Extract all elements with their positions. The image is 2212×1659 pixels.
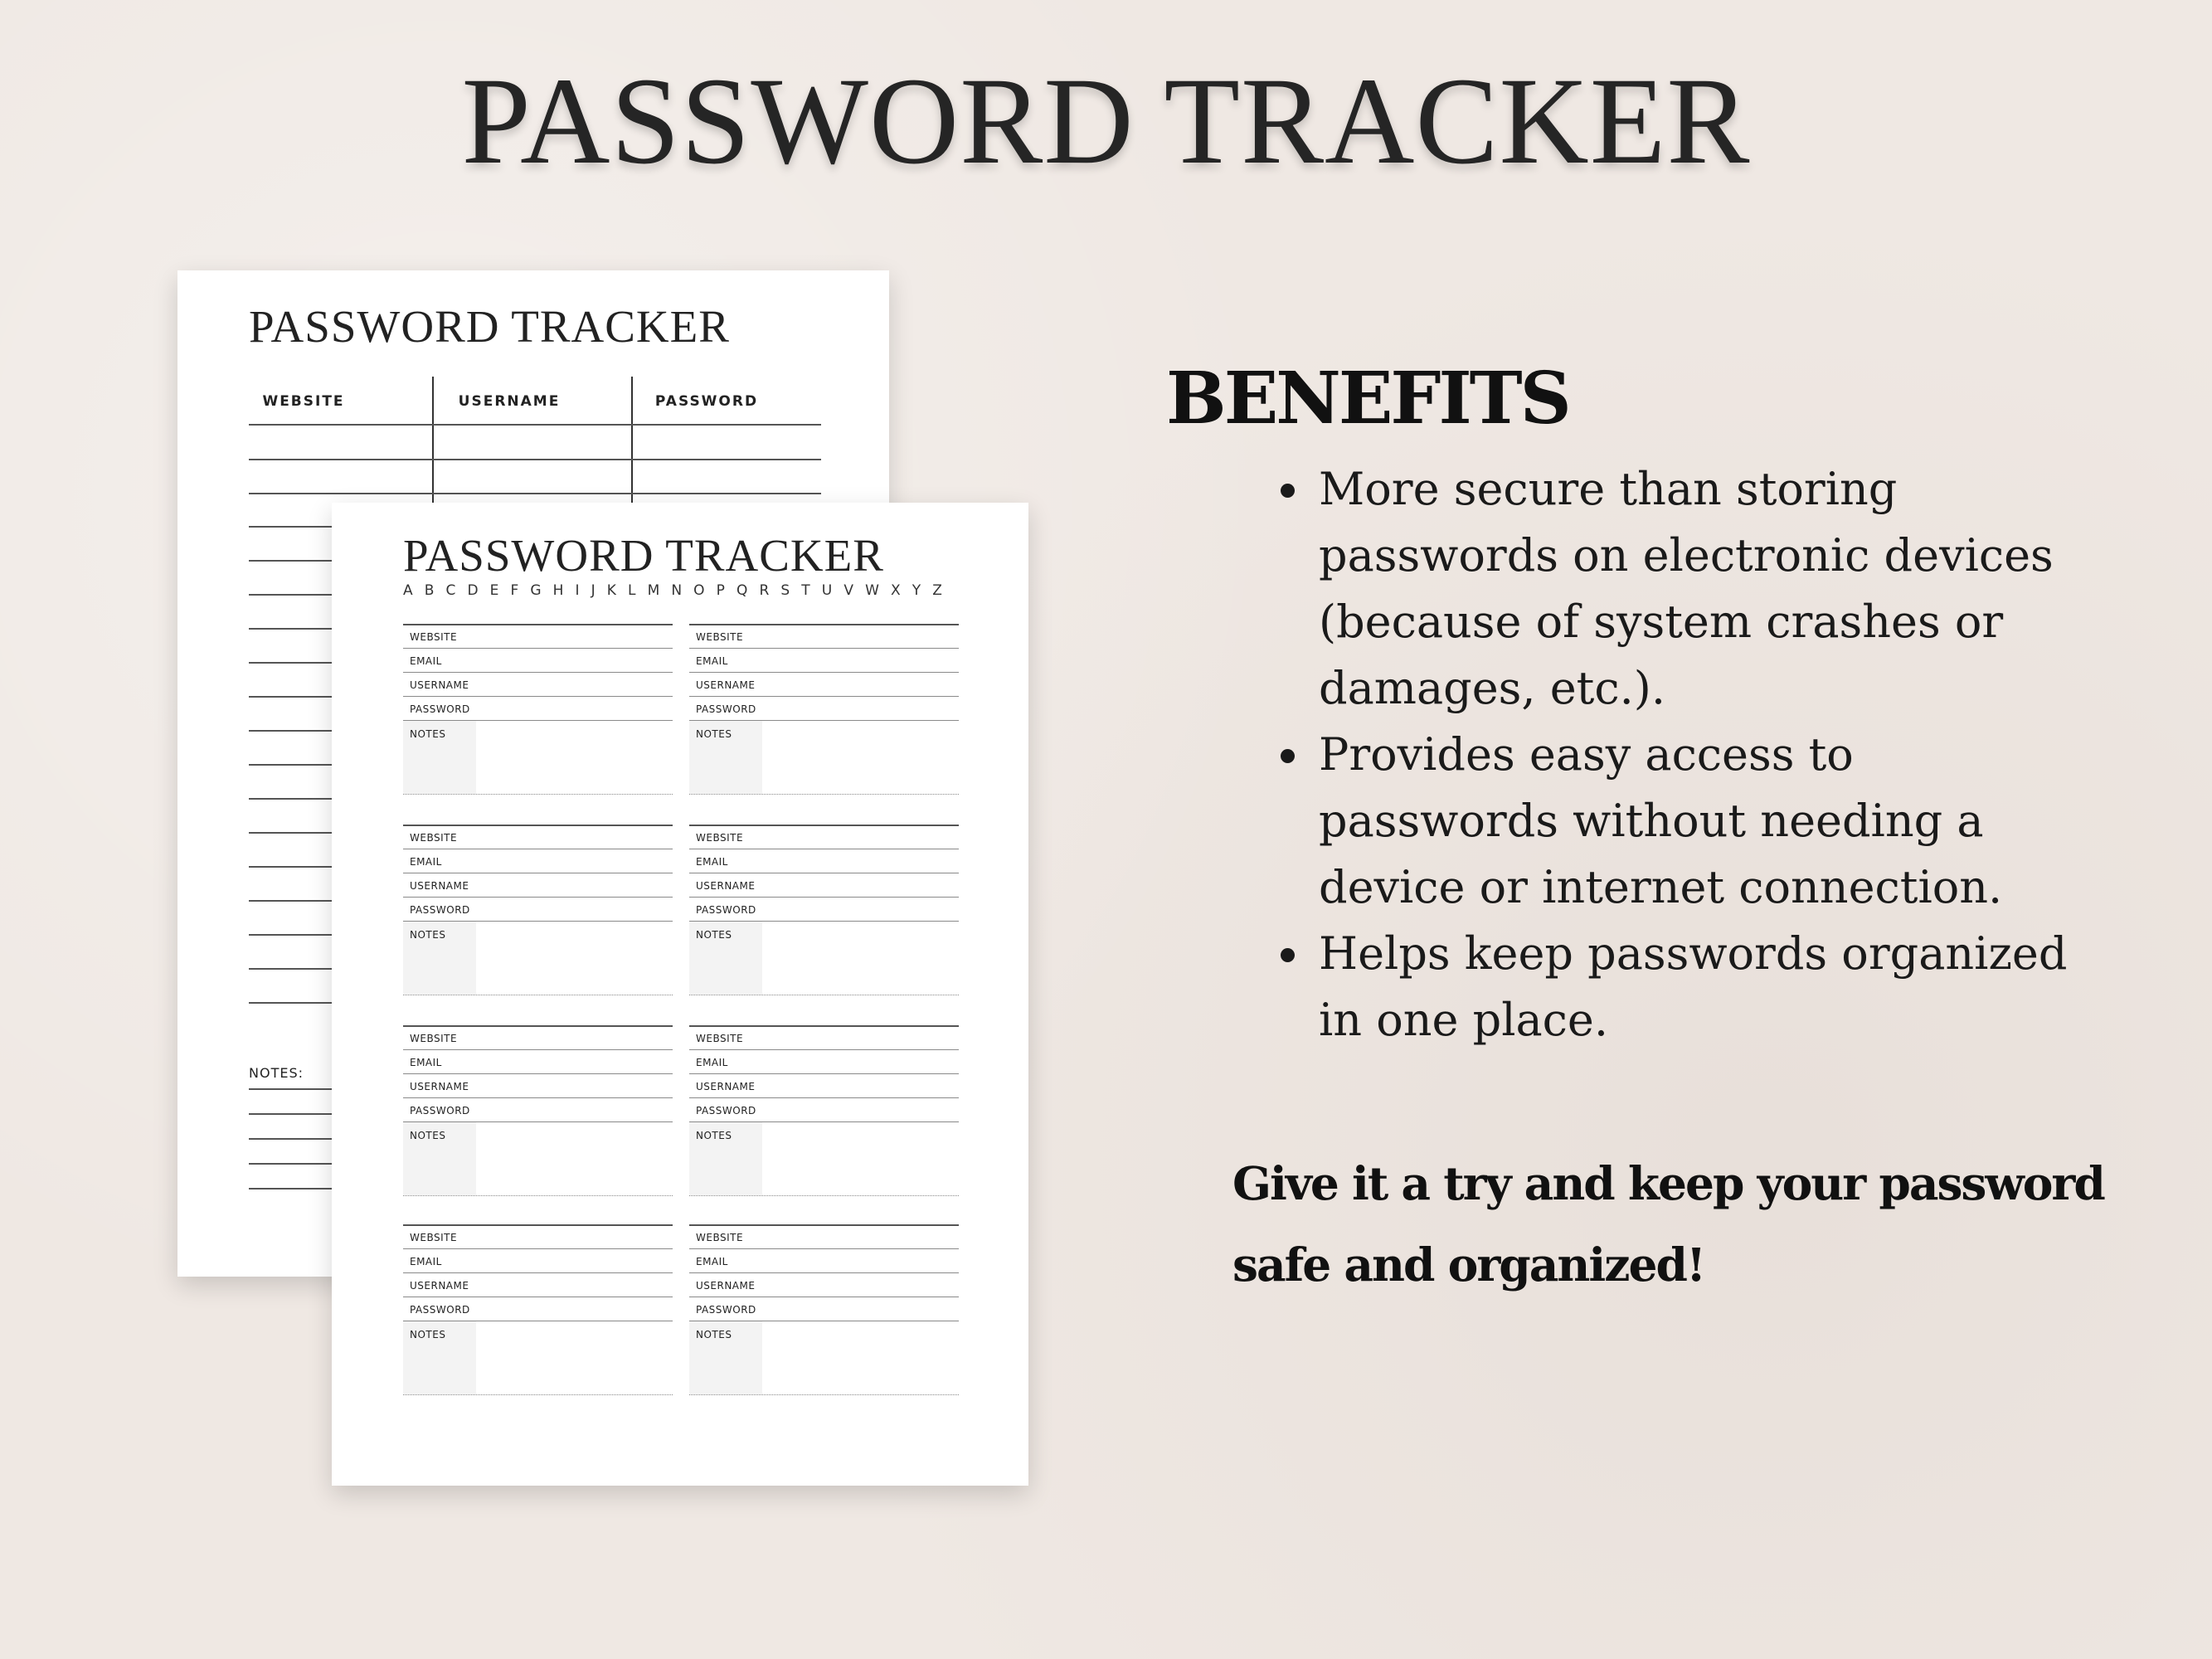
password-entry-block [689,825,959,1000]
entry-field-website [403,1025,673,1050]
entry-field-label: USERNAME [410,679,469,691]
entry-field-label: WEBSITE [410,1033,458,1044]
entry-field-email [403,1049,673,1074]
entry-notes-area [689,721,959,795]
entry-field-password [689,897,959,922]
alphabet-letter: Q [737,582,748,599]
entry-field-password [689,696,959,721]
table-rule-line [249,493,821,494]
entry-field-label: WEBSITE [410,631,458,643]
benefit-item: • Helps keep passwords organized in one place. [1314,921,2093,1053]
alphabet-letter: T [801,582,810,599]
alphabet-letter: M [647,582,660,599]
front-tracker-sheet [332,503,1028,1486]
entry-field-email [689,1248,959,1273]
column-header-website: WEBSITE [262,393,345,410]
entry-field-label: USERNAME [696,1081,756,1092]
entry-field-label: USERNAME [696,1280,756,1292]
table-divider [432,377,434,509]
entry-field-email [403,849,673,873]
entry-notes-label: NOTES [410,929,446,941]
password-entry-block [689,1025,959,1201]
entry-field-label: PASSWORD [410,703,470,715]
benefit-item: • Provides easy access to passwords without needing a device or internet connection. [1314,722,2093,921]
entry-notes-area [689,922,959,995]
alphabet-letter: G [530,582,542,599]
back-sheet-title: PASSWORD TRACKER [249,301,730,352]
entry-notes-area [403,922,673,995]
entry-field-password [403,1297,673,1321]
entry-field-label: EMAIL [410,1057,442,1068]
entry-field-password [403,696,673,721]
entry-notes-label: NOTES [696,929,732,941]
alphabet-letter: E [489,582,499,599]
entry-field-username [403,1073,673,1098]
alphabet-letter: O [693,582,705,599]
alphabet-letter: K [606,582,616,599]
entry-notes-area [403,1321,673,1395]
entry-field-label: EMAIL [696,1256,728,1267]
entry-field-username [689,873,959,898]
table-divider [631,377,633,509]
entry-field-username [403,1272,673,1297]
front-sheet-title: PASSWORD TRACKER [403,530,884,581]
entry-field-label: PASSWORD [696,1304,756,1316]
alphabet-letter: W [865,582,879,599]
entry-field-label: EMAIL [410,655,442,667]
alphabet-letter: X [890,582,901,599]
entry-notes-label: NOTES [696,1130,732,1141]
alphabet-letter: C [445,582,456,599]
entry-notes-label: NOTES [410,728,446,740]
alphabet-letter: H [552,582,564,599]
entry-field-password [689,1297,959,1321]
password-entry-block [403,624,673,800]
entry-field-password [689,1097,959,1122]
entry-field-website [689,825,959,849]
entry-field-website [689,1025,959,1050]
entry-field-label: EMAIL [696,655,728,667]
entry-field-email [403,648,673,673]
table-rule-line [249,424,821,426]
entry-notes-label: NOTES [410,1329,446,1340]
entry-field-label: WEBSITE [696,631,744,643]
entry-field-website [403,825,673,849]
entry-field-email [689,849,959,873]
entry-field-label: USERNAME [410,880,469,892]
entry-field-label: USERNAME [696,880,756,892]
alphabet-letter: Y [912,582,921,599]
entry-field-password [403,897,673,922]
entry-field-email [403,1248,673,1273]
column-header-password: PASSWORD [654,393,759,410]
entry-field-label: WEBSITE [696,1033,744,1044]
alphabet-letter: A [403,582,413,599]
entry-field-label: WEBSITE [696,1232,744,1243]
password-entry-block [403,825,673,1000]
alphabet-index [403,582,942,599]
entry-field-label: USERNAME [410,1280,469,1292]
entry-field-password [403,1097,673,1122]
column-header-username: USERNAME [458,393,561,410]
alphabet-letter: J [591,582,596,599]
alphabet-letter: P [716,582,725,599]
entry-field-email [689,648,959,673]
entry-field-username [403,672,673,697]
entry-field-username [689,1073,959,1098]
entry-field-username [689,672,959,697]
password-entry-block [689,624,959,800]
alphabet-letter: U [821,582,833,599]
benefits-heading: BENEFITS [1166,357,1569,440]
entry-field-label: PASSWORD [410,904,470,916]
entry-notes-area [403,721,673,795]
benefits-list [1267,456,2093,1053]
page-title: PASSWORD TRACKER [461,52,1751,190]
entry-notes-area [403,1122,673,1196]
entry-field-label: EMAIL [696,856,728,868]
entry-field-label: PASSWORD [410,1105,470,1117]
entry-notes-label: NOTES [696,1329,732,1340]
alphabet-letter: D [467,582,479,599]
alphabet-letter: V [843,582,853,599]
entry-field-label: PASSWORD [696,703,756,715]
entry-field-label: EMAIL [410,1256,442,1267]
alphabet-letter: N [671,582,683,599]
alphabet-letter: Z [932,582,942,599]
entry-field-label: USERNAME [410,1081,469,1092]
entry-notes-label: NOTES [410,1130,446,1141]
entry-field-label: EMAIL [696,1057,728,1068]
alphabet-letter: B [424,582,435,599]
entry-notes-area [689,1321,959,1395]
entry-field-label: WEBSITE [410,832,458,844]
entry-field-label: PASSWORD [696,1105,756,1117]
entry-field-username [403,873,673,898]
password-entry-block [403,1224,673,1400]
alphabet-letter: F [510,582,519,599]
alphabet-letter: R [759,582,770,599]
entry-field-username [689,1272,959,1297]
entry-field-label: PASSWORD [410,1304,470,1316]
password-entry-block [689,1224,959,1400]
entry-notes-area [689,1122,959,1196]
entry-field-label: WEBSITE [410,1232,458,1243]
entry-field-website [403,1224,673,1249]
entry-field-label: PASSWORD [696,904,756,916]
benefit-item: • More secure than storing passwords on electronic devices (because of system crashes or damages, etc.). [1314,456,2093,722]
call-to-action: Give it a try and keep your password safe and organized! [1232,1156,2104,1292]
alphabet-letter: I [575,582,580,599]
notes-label: NOTES: [249,1065,304,1081]
entry-field-label: EMAIL [410,856,442,868]
entry-field-email [689,1049,959,1074]
alphabet-letter: S [780,582,790,599]
password-entry-block [403,1025,673,1201]
entry-field-website [689,624,959,649]
entry-field-website [403,624,673,649]
entry-field-label: WEBSITE [696,832,744,844]
entry-notes-label: NOTES [696,728,732,740]
entry-field-label: USERNAME [696,679,756,691]
table-rule-line [249,459,821,460]
alphabet-letter: L [628,582,636,599]
entry-field-website [689,1224,959,1249]
